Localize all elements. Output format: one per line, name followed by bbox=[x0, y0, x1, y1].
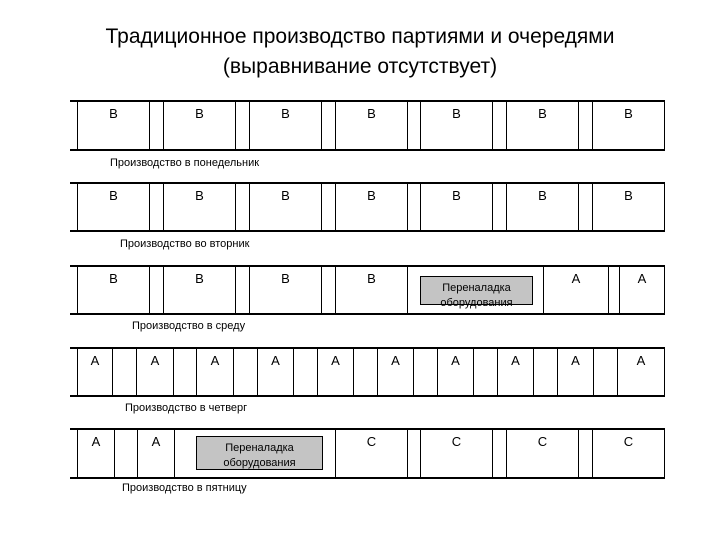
batch-box bbox=[592, 183, 665, 231]
batch-box bbox=[335, 101, 408, 150]
batch-label: B bbox=[452, 188, 461, 203]
batch-box bbox=[543, 266, 609, 314]
batch-box bbox=[497, 348, 534, 396]
batch-label: A bbox=[90, 353, 100, 368]
batch-label: A bbox=[150, 353, 160, 368]
changeover-box bbox=[420, 276, 533, 309]
page-title bbox=[0, 22, 720, 82]
batch-box bbox=[163, 266, 236, 314]
batch-box bbox=[335, 266, 408, 314]
batch-box bbox=[163, 101, 236, 150]
batch-label: A bbox=[391, 353, 400, 368]
changeover-label: Переналадка оборудования bbox=[440, 282, 513, 309]
batch-box bbox=[557, 348, 594, 396]
batch-box bbox=[592, 429, 665, 478]
batch-box bbox=[136, 348, 174, 396]
batch-label: A bbox=[271, 353, 280, 368]
batch-label: A bbox=[210, 353, 220, 368]
batch-box bbox=[617, 348, 665, 396]
day-label: Производство в четверг bbox=[125, 402, 248, 414]
batch-label: C bbox=[451, 434, 462, 449]
batch-box bbox=[249, 183, 322, 231]
day-label: Производство в среду bbox=[132, 320, 246, 332]
batch-box bbox=[619, 266, 665, 314]
batch-label: B bbox=[109, 106, 118, 121]
batch-box bbox=[506, 101, 579, 150]
batch-label: C bbox=[537, 434, 548, 449]
batch-box bbox=[335, 183, 408, 231]
batch-box bbox=[420, 101, 493, 150]
day-label: Производство в пятницу bbox=[122, 482, 247, 494]
batch-box bbox=[77, 183, 150, 231]
batch-box bbox=[437, 348, 474, 396]
batch-label: A bbox=[571, 353, 580, 368]
title-line-2: (выравнивание отсутствует) bbox=[222, 55, 498, 78]
batch-label: A bbox=[331, 353, 340, 368]
batch-label: B bbox=[538, 106, 547, 121]
batch-label: B bbox=[195, 271, 204, 286]
batch-box bbox=[335, 429, 408, 478]
batch-label: A bbox=[637, 271, 647, 286]
batch-label: A bbox=[91, 434, 101, 449]
batch-label: B bbox=[367, 106, 376, 121]
batch-label: B bbox=[367, 188, 376, 203]
batch-box bbox=[249, 266, 322, 314]
changeover-box bbox=[196, 436, 323, 470]
batch-label: B bbox=[624, 106, 633, 121]
batch-box bbox=[77, 348, 113, 396]
batch-label: B bbox=[195, 106, 204, 121]
batch-label: B bbox=[195, 188, 204, 203]
batch-label: B bbox=[109, 271, 118, 286]
batch-box bbox=[317, 348, 354, 396]
batch-label: B bbox=[109, 188, 118, 203]
title-line-1: Традиционное производство партиями и очередями bbox=[105, 25, 615, 48]
batch-box bbox=[77, 266, 150, 314]
batch-label: B bbox=[367, 271, 376, 286]
day-label: Производство во вторник bbox=[120, 238, 250, 250]
batch-label: C bbox=[366, 434, 377, 449]
batch-label: A bbox=[636, 353, 646, 368]
batch-box bbox=[249, 101, 322, 150]
batch-label: A bbox=[151, 434, 161, 449]
batch-label: B bbox=[281, 271, 290, 286]
day-label: Производство в понедельник bbox=[110, 157, 260, 169]
changeover-label: Переналадка оборудования bbox=[223, 442, 296, 469]
batch-box bbox=[506, 429, 579, 478]
batch-box bbox=[77, 429, 115, 478]
batch-label: B bbox=[452, 106, 461, 121]
batch-label: B bbox=[624, 188, 633, 203]
batch-label: B bbox=[538, 188, 547, 203]
batch-label: A bbox=[571, 271, 581, 286]
batch-box bbox=[196, 348, 234, 396]
batch-box bbox=[163, 183, 236, 231]
batch-box bbox=[420, 429, 493, 478]
batch-box bbox=[506, 183, 579, 231]
batch-label: B bbox=[281, 106, 290, 121]
batch-box bbox=[137, 429, 175, 478]
batch-box bbox=[77, 101, 150, 150]
batch-box bbox=[377, 348, 414, 396]
batch-label: C bbox=[623, 434, 634, 449]
batch-label: B bbox=[281, 188, 290, 203]
batch-box bbox=[420, 183, 493, 231]
batch-box bbox=[257, 348, 294, 396]
batch-label: A bbox=[511, 353, 520, 368]
batch-label: A bbox=[451, 353, 460, 368]
batch-box bbox=[592, 101, 665, 150]
